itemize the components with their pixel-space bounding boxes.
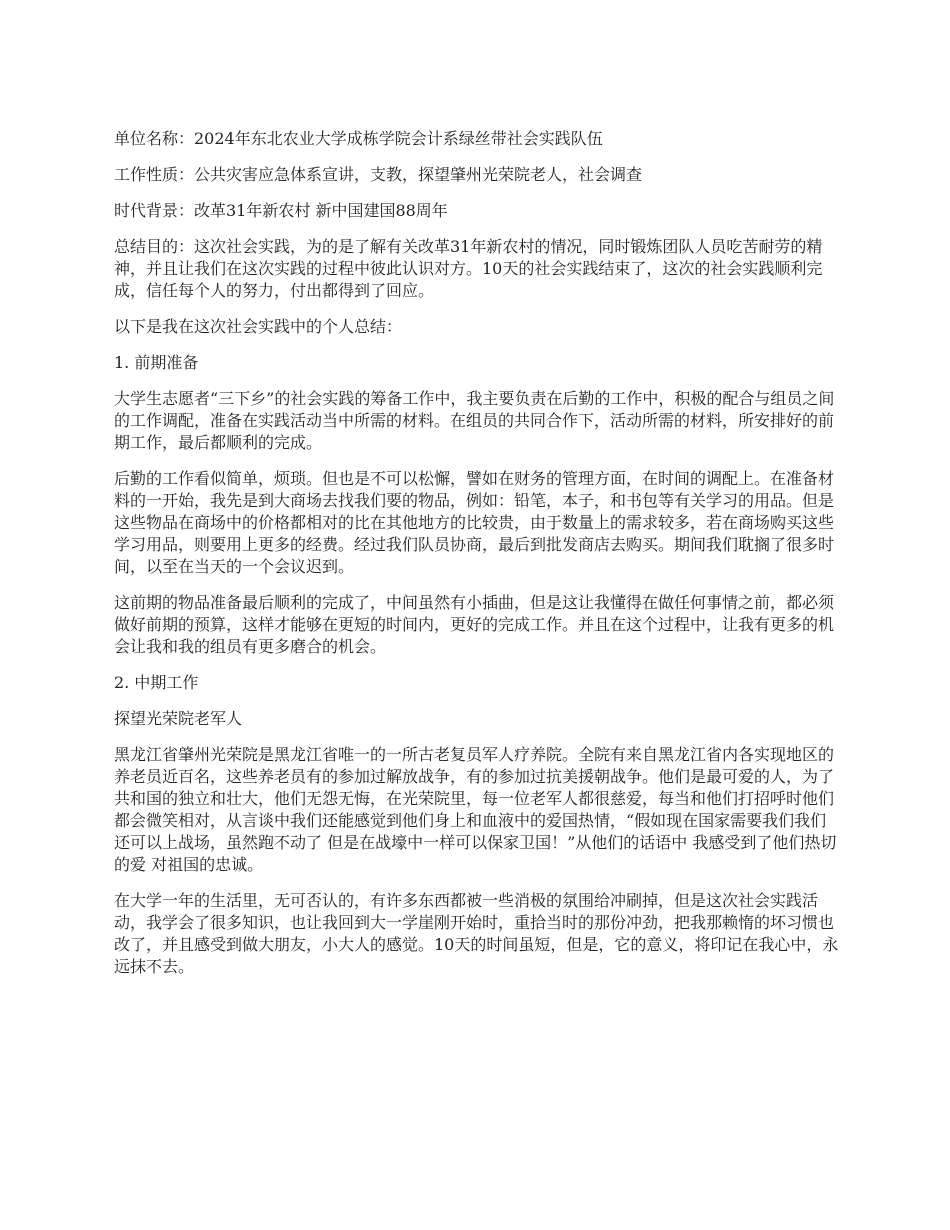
summary-intro-line: 以下是我在这次社会实践中的个人总结： <box>114 317 403 336</box>
closing-paragraph: 在大学一年的生活里，无可否认的，有许多东西都被一些消极的氛围给冲刷掉，但是这次社会实践活动，我学会了很多知识，也让我回到大一学崖刚开始时，重拾当时的那份冲劲，把我那赖惰的坏习惯也改了，并且感受到做大朋友，小大人的感觉。10天的时间虽短，但是，它的意义，将印记在我心中，永远抹不去。 <box>114 891 839 976</box>
preparation-paragraph-1: 大学生志愿者“三下乡”的社会实践的筹备工作中，我主要负责在后勤的工作中，积极的配合与组员之间的工作调配，准备在实践活动当中所需的材料。在组员的共同合作下，活动所需的材料，所安排好的前期工作，最后都顺利的完成。 <box>114 389 835 452</box>
summary-purpose-paragraph: 总结目的：这次社会实践，为的是了解有关改革31年新农村的情况，同时锻炼团队人员吃苦耐劳的精神，并且让我们在这次实践的过程中彼此认识对方。10天的社会实践结束了，这次的社会实践顺利完成，信任每个人的努力，付出都得到了回应。 <box>114 237 823 300</box>
section-heading-preparation: 1. 前期准备 <box>114 353 199 372</box>
era-background-line: 时代背景：改革31年新农村 新中国建国88周年 <box>114 201 448 220</box>
work-nature-line: 工作性质：公共灾害应急体系宣讲，支教，探望肇州光荣院老人，社会调查 <box>114 165 643 184</box>
veterans-paragraph: 黑龙江省肇州光荣院是黑龙江省唯一的一所古老复员军人疗养院。全院有来自黑龙江省内各实现地区的养老员近百名，这些养老员有的参加过解放战争，有的参加过抗美援朝战争。他们是最可爱的人，为了共和国的独立和壮大，他们无怨无悔，在光荣院里，每一位老军人都很慈爱，每当和他们打招呼时他们都会微笑相对，从言谈中我们还能感觉到他们身上和血液中的爱国热情，“假如现在国家需要我们我们还可以上战场，虽然跑不动了 但是在战壕中一样可以保家卫国！”从他们的话语中 我感受到了他们热切的爱 对祖国的忠诚。 <box>114 745 837 874</box>
preparation-paragraph-2: 后勤的工作看似简单，烦琐。但也是不可以松懈，譬如在财务的管理方面，在时间的调配上。在准备材料的一开始，我先是到大商场去找我们要的物品，例如：铅笔，本子，和书包等有关学习的用品。但是这些物品在商场中的价格都相对的比在其他地方的比较贵，由于数量上的需求较多，若在商场购买这些学习用品，则要用上更多的经费。经过我们队员协商，最后到批发商店去购买。期间我们耽搁了很多时间，以至在当天的一个会议迟到。 <box>114 469 835 576</box>
subheading-visit-veterans: 探望光荣院老军人 <box>114 709 243 728</box>
document-body <box>114 128 841 992</box>
unit-name-line: 单位名称：2024年东北农业大学成栋学院会计系绿丝带社会实践队伍 <box>114 129 603 148</box>
section-heading-midterm: 2. 中期工作 <box>114 673 199 692</box>
preparation-paragraph-3: 这前期的物品准备最后顺利的完成了，中间虽然有小插曲，但是这让我懂得在做任何事情之前，都必须做好前期的预算，这样才能够在更短的时间内，更好的完成工作。并且在这个过程中，让我有更多的机会让我和我的组员有更多磨合的机会。 <box>114 593 835 656</box>
